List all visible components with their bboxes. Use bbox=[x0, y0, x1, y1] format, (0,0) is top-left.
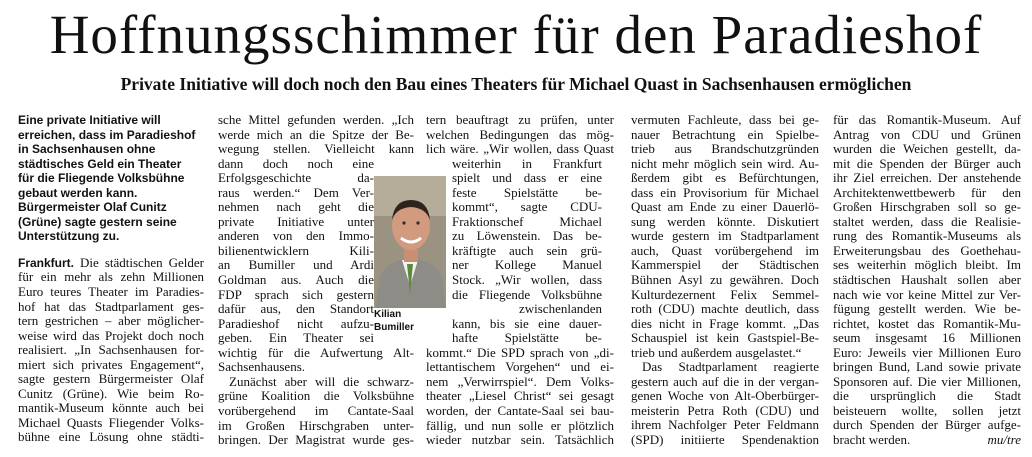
body-line: Frankfurt. Die städtischen Gelder bbox=[18, 255, 204, 270]
body-line: städtischen Haushalt sollen aber bbox=[833, 273, 1021, 288]
closing-text: bracht werden. bbox=[833, 433, 911, 448]
body-line: Das Stadtparlament reagierte bbox=[642, 360, 819, 375]
body-line: FDP sprach sich gestern bbox=[218, 287, 374, 302]
body-line: kann, bis sie eine dauer- bbox=[452, 316, 602, 331]
body-line: Bühnen Asyl zu gewähren. Doch bbox=[631, 273, 819, 288]
body-line: anderen von den Immo- bbox=[218, 229, 374, 244]
body-line bbox=[833, 433, 1021, 448]
body-line: realisiert. „In Sachsenhausen for- bbox=[18, 343, 204, 358]
body-line: an Bumiller und Ardi bbox=[218, 258, 374, 273]
body-line: ßerdem gibt es Befürchtungen, bbox=[631, 171, 819, 186]
lead-line: erreichen, dass im Paradieshof bbox=[18, 127, 196, 142]
body-line: mit die Spenden der Bürger auch bbox=[833, 156, 1021, 171]
body-line: nem „Verwirrspiel“. Dem Volks- bbox=[426, 374, 614, 389]
body-line: Paradieshof nicht aufzu- bbox=[218, 316, 374, 331]
body-line: grüne Koalition die Volksbühne bbox=[218, 389, 414, 404]
body-line: zu Löwenstein. Das be- bbox=[452, 229, 602, 244]
body-line: Erweiterungsbau des Goethehau- bbox=[833, 243, 1021, 258]
lead-line: Unterstützung zu. bbox=[18, 229, 120, 244]
article-column-3-narrow bbox=[452, 157, 602, 346]
body-line: wurde gestern im Stadtparlament bbox=[631, 229, 819, 244]
body-line: roth (CDU) machte deutlich, dass bbox=[631, 302, 819, 317]
body-line: gestern auch auf die in der vergan- bbox=[631, 374, 819, 389]
body-line: raus werden.“ Dem Ver- bbox=[218, 185, 374, 200]
author-initials: mu/tre bbox=[987, 433, 1021, 448]
body-line: Erfolgsgeschichte da- bbox=[218, 171, 374, 186]
body-line: dann doch noch eine bbox=[218, 156, 374, 171]
caption-line: Kilian bbox=[374, 309, 402, 320]
body-line: für das Romantik-Museum. Auf bbox=[833, 113, 1021, 127]
body-line: ihr Ziel erreichen. Der anstehende bbox=[833, 171, 1021, 186]
body-line: tern gestrichen – aber möglicher- bbox=[18, 314, 204, 329]
body-line: weiterhin in Frankfurt bbox=[452, 156, 602, 171]
body-line: Sachsenhausens. bbox=[218, 360, 306, 375]
body-line: Großen Hirschgraben soll so ge- bbox=[833, 200, 1021, 215]
article-column-2-narrow bbox=[218, 157, 374, 346]
body-line: hof hat das Stadtparlament ges- bbox=[18, 299, 204, 314]
body-line: Michael Quasts Fliegender Volks- bbox=[18, 415, 204, 430]
body-line: seum insgesamt 16 Millionen bbox=[833, 331, 1021, 346]
body-line: auch, Quast vorübergehend im bbox=[631, 243, 819, 258]
body-line: genen Woche von Alt-Oberbürger- bbox=[631, 389, 819, 404]
article-subheadline: Private Initiative will doch noch den Bau eines Theaters für Michael Quast in Sachsenhausen ermöglichen bbox=[120, 74, 912, 94]
lead-line: Bürgermeister Olaf Cunitz bbox=[18, 200, 167, 215]
body-line: Euro teures Theater im Paradies- bbox=[18, 285, 204, 300]
body-line: ihrem Nachfolger Peter Feldmann bbox=[631, 418, 819, 433]
body-line: bringen Bund, Land sowie private bbox=[833, 360, 1021, 375]
body-line: vorübergehend im Cantate-Saal bbox=[218, 403, 414, 418]
article-column-2-lower bbox=[218, 346, 414, 448]
body-line: Sponsoren auf. Die vier Millionen, bbox=[833, 374, 1021, 389]
body-line: Antrag von CDU und Grünen bbox=[833, 127, 1021, 142]
dateline: Frankfurt. bbox=[18, 255, 75, 270]
body-line: sung werden könnte. Diskutiert bbox=[631, 214, 819, 229]
lead-line: in Sachsenhausen ohne bbox=[18, 142, 156, 157]
body-line: nach wie vor keine Mittel zur Ver- bbox=[833, 287, 1021, 302]
body-line: sche Mittel gefunden werden. „Ich bbox=[218, 113, 414, 127]
body-line: für ein mehr als zehn Millionen bbox=[18, 270, 204, 285]
body-line: meisterin Petra Roth (CDU) und bbox=[631, 403, 819, 418]
body-line: wegung stellen. Vielleicht kann bbox=[218, 142, 414, 157]
body-line: Kulturdezernent Felix Semmel- bbox=[631, 287, 819, 302]
body-line: Stock. „Wir wollen, dass bbox=[452, 273, 602, 288]
photo-caption bbox=[374, 308, 449, 334]
article-column-1 bbox=[18, 113, 204, 445]
body-line: staltet werden, dass die Realisie- bbox=[833, 214, 1021, 229]
body-line: feste Spielstätte be- bbox=[452, 185, 602, 200]
article-lead bbox=[18, 113, 204, 244]
article-column-5 bbox=[833, 113, 1021, 448]
body-line: wurden die Weichen gestellt, da- bbox=[833, 142, 1021, 157]
body-line: Goldman aus. Auch die bbox=[218, 273, 374, 288]
body-line: worden, der Cantate-Saal sei bau- bbox=[426, 403, 614, 418]
body-line: richtet, kostet das Romantik-Mu- bbox=[833, 316, 1021, 331]
body-line: Quast am Ende zu einer Dauerlö- bbox=[631, 200, 819, 215]
body-line: nehmen nach geht die bbox=[218, 200, 374, 215]
body-line: trieb aus Brandschutzgründen bbox=[631, 142, 819, 157]
body-line: ses weiterhin möglich bleibt. Im bbox=[833, 258, 1021, 273]
body-line: durch Spenden der Bürger aufge- bbox=[833, 418, 1021, 433]
body-line: trieb und außerdem ausgelastet.“ bbox=[631, 345, 802, 360]
lead-line: gebaut werden kann. bbox=[18, 185, 138, 200]
body-line: weise wird das Projekt doch noch bbox=[18, 328, 204, 343]
body-line: lettantischem Vorgehen“ und ei- bbox=[426, 360, 614, 375]
lead-line: Eine private Initiative will bbox=[18, 113, 161, 127]
body-line: wieder nutzbar sein. Tatsächlich bbox=[426, 433, 614, 448]
person-portrait-icon bbox=[374, 176, 446, 308]
body-line: fällig, und nun solle er plötzlich bbox=[426, 418, 614, 433]
body-line: Schauspiel ist kein Gastspiel-Be- bbox=[631, 331, 819, 346]
body-line: lich wäre. „Wir wollen, dass Quast bbox=[426, 142, 614, 157]
body-line: kräftigte auch sein grü- bbox=[452, 243, 602, 258]
body-line: vermuten Fachleute, dass bei ge- bbox=[631, 113, 819, 127]
body-line: im Großen Hirschgraben unter- bbox=[218, 418, 414, 433]
caption-line: Bumiller bbox=[374, 322, 415, 333]
body-line: bilienentwicklern Kili- bbox=[218, 243, 374, 258]
body-line: zwischenlanden bbox=[518, 302, 602, 317]
article-column-4 bbox=[631, 113, 819, 448]
body-line: rung des Romantik-Museums als bbox=[833, 229, 1021, 244]
body-line: bühne eine Lösung ohne städti- bbox=[18, 430, 204, 445]
body-line: hafte Spielstätte be- bbox=[452, 331, 602, 346]
body-line: dafür aus, den Standort bbox=[218, 302, 374, 317]
body-line: Architektenwettbewerb für den bbox=[833, 185, 1021, 200]
body-line: ner Kollege Manuel bbox=[452, 258, 602, 273]
body-line: private Initiative unter bbox=[218, 214, 374, 229]
body-line: dies nicht in Frage kommt. „Das bbox=[631, 316, 819, 331]
body-line: Kammerspiel der Städtischen bbox=[631, 258, 819, 273]
body-line: mantik-Museum könnte auch bei bbox=[18, 401, 204, 416]
body-line: Fraktionschef Michael bbox=[452, 214, 602, 229]
body-line: bringen. Der Magistrat wurde ges- bbox=[218, 433, 414, 448]
article-column-3-lower bbox=[426, 346, 614, 448]
body-line: spielt und dass er eine bbox=[452, 171, 602, 186]
article-column-2 bbox=[218, 113, 414, 157]
body-line: nauer Betrachtung ein Spielbe- bbox=[631, 127, 819, 142]
body-line: sagte gestern Bürgermeister Olaf bbox=[18, 372, 204, 387]
body-line: nicht mehr möglich sein wird. Au- bbox=[631, 156, 819, 171]
body-line: welchen Bedingungen das mög- bbox=[426, 127, 614, 142]
body-line: kommt“, sagte CDU- bbox=[452, 200, 602, 215]
article-headline: Hoffnungsschimmer für den Paradieshof bbox=[49, 4, 983, 65]
body-line: werde mich an die Spitze der Be- bbox=[218, 127, 414, 142]
body-line: theater „Liesel Christ“ sei gesagt bbox=[426, 389, 614, 404]
body-line: die Fliegende Volksbühne bbox=[452, 287, 602, 302]
body-line: wichtig für die Aufwertung Alt- bbox=[218, 345, 414, 360]
body-line: dass ein Provisorium für Michael bbox=[631, 185, 819, 200]
body-line: kommt.“ Die SPD sprach von „di- bbox=[426, 345, 614, 360]
lead-line: (Grüne) sagte gestern seine bbox=[18, 214, 177, 229]
body-line: fügung gestellt werden. Wie be- bbox=[833, 302, 1021, 317]
article-column-3 bbox=[426, 113, 614, 157]
body-line: Zunächst aber will die schwarz- bbox=[229, 374, 414, 389]
body-line: die ursprünglich die Stadt bbox=[833, 389, 1021, 404]
lead-line: für die Fliegende Volksbühne bbox=[18, 171, 185, 186]
body-line: Cunitz (Grüne). Wie beim Ro- bbox=[18, 386, 204, 401]
body-line: geben. Ein Theater sei bbox=[218, 331, 374, 346]
body-line: beisteuern wollte, sollen jetzt bbox=[833, 403, 1021, 418]
body-line: tern beauftragt zu prüfen, unter bbox=[426, 113, 614, 127]
body-line: (SPD) initiierte Spendenaktion bbox=[631, 433, 819, 448]
lead-line: städtisches Geld ein Theater bbox=[18, 156, 182, 171]
body-line: Euro: Jeweils vier Millionen Euro bbox=[833, 345, 1021, 360]
portrait-photo bbox=[374, 176, 446, 308]
body-line: miert sich privates Engagement“, bbox=[18, 357, 204, 372]
